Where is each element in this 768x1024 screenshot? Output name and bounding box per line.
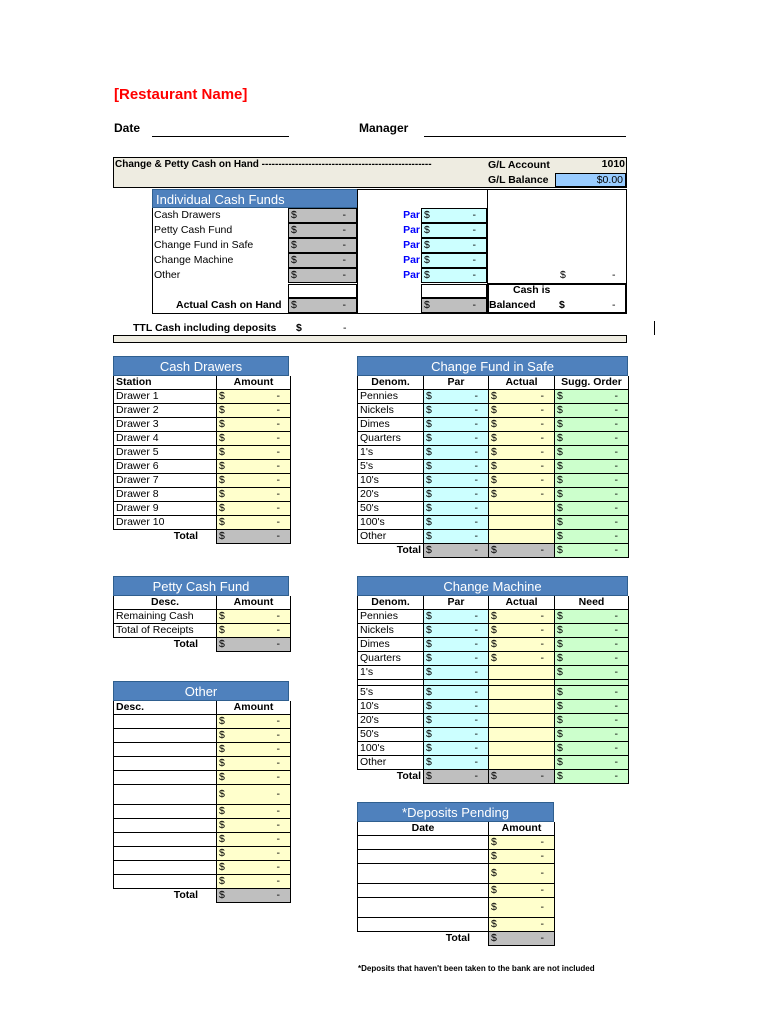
desc-input[interactable] [114,785,217,805]
table-row [358,652,629,666]
amount-input[interactable]: $ - [217,743,291,757]
total-label: Total [445,932,470,945]
par-input[interactable]: $ - [424,638,489,652]
table-row [358,516,629,530]
date-field[interactable] [152,136,289,137]
date-input[interactable] [358,898,489,918]
table-row [114,460,291,474]
table-row [358,530,629,544]
gl-balance-label: G/L Balance [488,174,549,186]
amount-input[interactable]: $ - [217,757,291,771]
station-cell: Drawer 8 [114,488,217,502]
actual-input[interactable]: $ - [489,652,555,666]
par-input[interactable]: $ - [424,488,489,502]
table-row [114,624,291,638]
actual-input[interactable] [489,742,555,756]
par-input[interactable]: $ - [424,742,489,756]
par-input[interactable]: $ - [424,624,489,638]
fund-label: Petty Cash Fund [154,224,233,236]
desc-col-header: Desc. [114,701,217,715]
actual-input[interactable]: $ - [489,638,555,652]
denom-cell: 50's [358,728,424,742]
par-input[interactable]: $ - [424,530,489,544]
ttl-cash-value: - [343,322,347,334]
deposits-header: *Deposits Pending [357,802,554,822]
sugg-order-value: $ - [555,460,629,474]
desc-input[interactable] [114,743,217,757]
par-label: Par [403,254,420,266]
deposits-table [357,822,555,946]
cash-drawers-header: Cash Drawers [113,356,289,376]
denom-col-header: Denom. [358,376,424,390]
denom-cell: 10's [358,474,424,488]
need-value: $ - [555,714,629,728]
par-value-input[interactable]: $ - [421,223,487,238]
table-row [358,918,555,932]
amount-input[interactable]: $ - [217,432,291,446]
par-col-header: Par [424,376,489,390]
amount-input[interactable]: $ - [489,836,555,850]
actual-input[interactable]: $ - [489,418,555,432]
need-value: $ - [555,652,629,666]
other-header: Other [113,681,289,701]
par-input[interactable]: $ - [424,610,489,624]
date-col-header: Date [358,822,489,836]
table-row [114,610,291,624]
fund-label: Cash Drawers [154,209,221,221]
par-value-input[interactable]: $ - [421,238,487,253]
amount-input[interactable]: $ - [489,864,555,884]
sugg-order-value: $ - [555,502,629,516]
amount-input[interactable]: $ - [217,875,291,889]
amount-col-header: Amount [489,822,555,836]
par-input[interactable]: $ - [424,700,489,714]
cash-is-label: Cash is [513,284,551,296]
station-cell: Drawer 2 [114,404,217,418]
denom-cell: Quarters [358,432,424,446]
table-row [114,805,291,819]
station-cell: Drawer 9 [114,502,217,516]
amount-input[interactable]: $ - [217,805,291,819]
denom-cell: Pennies [358,610,424,624]
restaurant-name[interactable]: [Restaurant Name] [114,86,248,103]
amount-input[interactable]: $ - [489,898,555,918]
total-value: $ - [217,889,291,903]
station-col-header: Station [114,376,217,390]
amount-col-header: Amount [217,701,291,715]
table-row [358,502,629,516]
station-cell: Drawer 6 [114,460,217,474]
fund-label: Change Fund in Safe [154,239,254,251]
table-row [358,390,629,404]
denom-cell: 20's [358,488,424,502]
actual-input[interactable] [489,700,555,714]
individual-funds-header: Individual Cash Funds [152,189,358,208]
amount-input[interactable]: $ - [217,446,291,460]
amount-input[interactable]: $ - [217,819,291,833]
diff-dollar: $ [560,269,566,281]
actual-input[interactable]: $ - [489,390,555,404]
text-cursor [654,321,655,335]
total-value: $ - [489,932,555,946]
actual-total: $ - [489,544,555,558]
denom-cell: Dimes [358,418,424,432]
actual-input[interactable]: $ - [489,432,555,446]
table-row [358,418,629,432]
par-value-input[interactable]: $ - [421,253,487,268]
denom-cell: 100's [358,742,424,756]
amount-input[interactable]: $ - [217,390,291,404]
sugg-order-value: $ - [555,404,629,418]
par-input[interactable]: $ - [424,404,489,418]
par-total: $ - [424,544,489,558]
table-row [114,847,291,861]
fund-amount: $ - [288,268,357,283]
table-row [114,502,291,516]
table-row [358,404,629,418]
par-input[interactable]: $ - [424,666,489,680]
total-label: Total [396,544,421,557]
fund-amount: $ - [288,238,357,253]
denom-cell: Dimes [358,638,424,652]
need-value: $ - [555,742,629,756]
amount-input[interactable]: $ - [217,488,291,502]
par-input[interactable]: $ - [424,728,489,742]
table-row [358,728,629,742]
par-input[interactable]: $ - [424,390,489,404]
actual-input[interactable] [489,756,555,770]
denom-col-header: Denom. [358,596,424,610]
table-row [114,432,291,446]
need-value: $ - [555,700,629,714]
par-input[interactable]: $ - [424,502,489,516]
desc-col-header: Desc. [114,596,217,610]
ttl-cash-label: TTL Cash including deposits [133,322,277,334]
amount-input[interactable]: $ - [217,516,291,530]
sugg-order-value: $ - [555,390,629,404]
actual-input[interactable]: $ - [489,610,555,624]
denom-cell: Nickels [358,404,424,418]
table-row [114,488,291,502]
amount-input[interactable]: $ - [489,884,555,898]
actual-input[interactable]: $ - [489,446,555,460]
summary-title: Change & Petty Cash on Hand --------------------------------------------------- [115,159,432,170]
denom-cell: 1's [358,446,424,460]
desc-input[interactable] [114,861,217,875]
table-row [114,819,291,833]
table-row [114,516,291,530]
table-row [358,666,629,680]
actual-par-value: $ - [421,298,487,313]
denom-cell: 20's [358,714,424,728]
actual-col-header: Actual [489,596,555,610]
amount-input[interactable]: $ - [217,624,291,638]
amount-input[interactable]: $ - [217,847,291,861]
table-row [114,833,291,847]
total-label: Total [173,638,198,651]
ttl-bar [113,335,627,343]
amount-col-header: Amount [217,376,291,390]
par-input[interactable]: $ - [424,474,489,488]
date-input[interactable] [358,884,489,898]
denom-cell: Quarters [358,652,424,666]
ttl-cash-dollar: $ [296,322,302,334]
table-row [358,432,629,446]
need-value: $ - [555,728,629,742]
actual-input[interactable] [489,530,555,544]
table-row [114,785,291,805]
need-value: $ - [555,686,629,700]
need-value: $ - [555,624,629,638]
station-cell: Drawer 4 [114,432,217,446]
station-cell: Drawer 10 [114,516,217,530]
table-row [358,686,629,700]
table-row [358,714,629,728]
table-row [358,460,629,474]
need-total: $ - [555,770,629,784]
par-label: Par [403,209,420,221]
table-row [114,771,291,785]
par-input[interactable]: $ - [424,714,489,728]
total-value: $ - [217,638,291,652]
manager-label: Manager [359,121,409,135]
sugg-order-value: $ - [555,516,629,530]
denom-cell: 5's [358,460,424,474]
table-row [114,743,291,757]
denom-cell: 10's [358,700,424,714]
actual-input[interactable] [489,686,555,700]
gl-balance-value[interactable]: $0.00 [555,173,626,187]
table-row [114,418,291,432]
sugg-order-value: $ - [555,488,629,502]
par-input[interactable]: $ - [424,516,489,530]
table-row [358,474,629,488]
desc-cell: Remaining Cash [114,610,217,624]
cash-drawers-table [113,376,291,544]
table-row [358,488,629,502]
par-label: Par [403,224,420,236]
date-input[interactable] [358,918,489,932]
actual-input[interactable]: $ - [489,404,555,418]
need-value: $ - [555,756,629,770]
table-row [358,742,629,756]
denom-cell: 100's [358,516,424,530]
other-table [113,701,291,903]
change-safe-header: Change Fund in Safe [357,356,628,376]
table-row [114,875,291,889]
sugg-order-value: $ - [555,530,629,544]
table-row [114,390,291,404]
fund-amount: $ - [288,253,357,268]
date-input[interactable] [358,864,489,884]
amount-input[interactable]: $ - [217,404,291,418]
fund-amount: $ - [288,208,357,223]
table-row [358,446,629,460]
table-row [358,610,629,624]
need-value: $ - [555,666,629,680]
need-value: $ - [555,638,629,652]
amount-input[interactable]: $ - [217,610,291,624]
amount-input[interactable]: $ - [217,785,291,805]
date-input[interactable] [358,850,489,864]
petty-cash-header: Petty Cash Fund [113,576,289,596]
desc-input[interactable] [114,757,217,771]
actual-input[interactable] [489,516,555,530]
actual-input[interactable]: $ - [489,460,555,474]
par-col-header: Par [424,596,489,610]
fund-label: Other [154,269,181,281]
total-label: Total [173,530,198,543]
station-cell: Drawer 5 [114,446,217,460]
par-label: Par [403,239,420,251]
table-row [114,446,291,460]
actual-col-header: Actual [489,376,555,390]
change-machine-header: Change Machine [357,576,628,596]
amount-input[interactable]: $ - [217,729,291,743]
petty-cash-table [113,596,291,652]
amount-input[interactable]: $ - [217,861,291,875]
actual-input[interactable]: $ - [489,624,555,638]
gl-account-value[interactable]: 1010 [601,158,625,170]
actual-cash-value: $ - [288,298,357,313]
desc-input[interactable] [114,715,217,729]
total-value: $ - [217,530,291,544]
par-input[interactable]: $ - [424,418,489,432]
fund-label: Change Machine [154,254,234,266]
par-input[interactable]: $ - [424,446,489,460]
date-input[interactable] [358,836,489,850]
denom-cell: Pennies [358,390,424,404]
table-row [114,729,291,743]
table-row [358,884,555,898]
total-label: Total [173,889,198,902]
balanced-dollar: $ [559,299,565,311]
change-machine-table [357,596,629,784]
actual-total: $ - [489,770,555,784]
desc-input[interactable] [114,819,217,833]
par-input[interactable]: $ - [424,756,489,770]
table-row [114,757,291,771]
table-row [114,474,291,488]
denom-cell: 5's [358,686,424,700]
denom-cell: 50's [358,502,424,516]
actual-input[interactable]: $ - [489,488,555,502]
sugg-order-value: $ - [555,418,629,432]
amount-input[interactable]: $ - [217,833,291,847]
table-row [114,861,291,875]
table-row [358,624,629,638]
amount-input[interactable]: $ - [217,418,291,432]
sugg-order-value: $ - [555,432,629,446]
sugg-order-col-header: Sugg. Order [555,376,629,390]
table-row [358,700,629,714]
desc-input[interactable] [114,729,217,743]
actual-input[interactable] [489,714,555,728]
table-row [358,898,555,918]
table-row [358,756,629,770]
amount-input[interactable]: $ - [489,850,555,864]
denom-cell: Other [358,756,424,770]
date-label: Date [114,121,141,135]
amount-col-header: Amount [217,596,291,610]
need-total: $ - [555,544,629,558]
fund-amount: $ - [288,223,357,238]
sugg-order-value: $ - [555,446,629,460]
desc-input[interactable] [114,833,217,847]
amount-input[interactable]: $ - [217,771,291,785]
diff-value: - [612,269,616,281]
need-col-header: Need [555,596,629,610]
station-cell: Drawer 1 [114,390,217,404]
table-row [114,404,291,418]
actual-input[interactable]: $ - [489,474,555,488]
need-value: $ - [555,610,629,624]
amount-input[interactable]: $ - [217,460,291,474]
deposits-footnote: *Deposits that haven't been taken to the bank are not included [358,964,595,973]
actual-input[interactable] [489,728,555,742]
balanced-label: Balanced [489,299,536,311]
sugg-order-value: $ - [555,474,629,488]
table-row [358,638,629,652]
amount-input[interactable]: $ - [217,474,291,488]
par-input[interactable]: $ - [424,686,489,700]
desc-input[interactable] [114,847,217,861]
denom-cell: Other [358,530,424,544]
par-value-input[interactable]: $ - [421,268,487,283]
amount-input[interactable]: $ - [217,715,291,729]
desc-input[interactable] [114,875,217,889]
total-label: Total [396,770,421,783]
gl-account-label: G/L Account [488,159,550,171]
balanced-value: - [612,299,616,311]
table-row [358,850,555,864]
desc-input[interactable] [114,805,217,819]
table-row [114,715,291,729]
par-input[interactable]: $ - [424,652,489,666]
par-value-input[interactable]: $ - [421,208,487,223]
par-total: $ - [424,770,489,784]
actual-cash-label: Actual Cash on Hand [176,299,282,311]
table-row [358,864,555,884]
par-label: Par [403,269,420,281]
par-input[interactable]: $ - [424,460,489,474]
desc-cell: Total of Receipts [114,624,217,638]
desc-input[interactable] [114,771,217,785]
manager-field[interactable] [424,136,626,137]
table-row [358,836,555,850]
actual-input[interactable] [489,502,555,516]
denom-cell: Nickels [358,624,424,638]
actual-input[interactable] [489,666,555,680]
amount-input[interactable]: $ - [489,918,555,932]
amount-input[interactable]: $ - [217,502,291,516]
denom-cell: 1's [358,666,424,680]
station-cell: Drawer 7 [114,474,217,488]
change-safe-table [357,376,629,558]
station-cell: Drawer 3 [114,418,217,432]
par-input[interactable]: $ - [424,432,489,446]
